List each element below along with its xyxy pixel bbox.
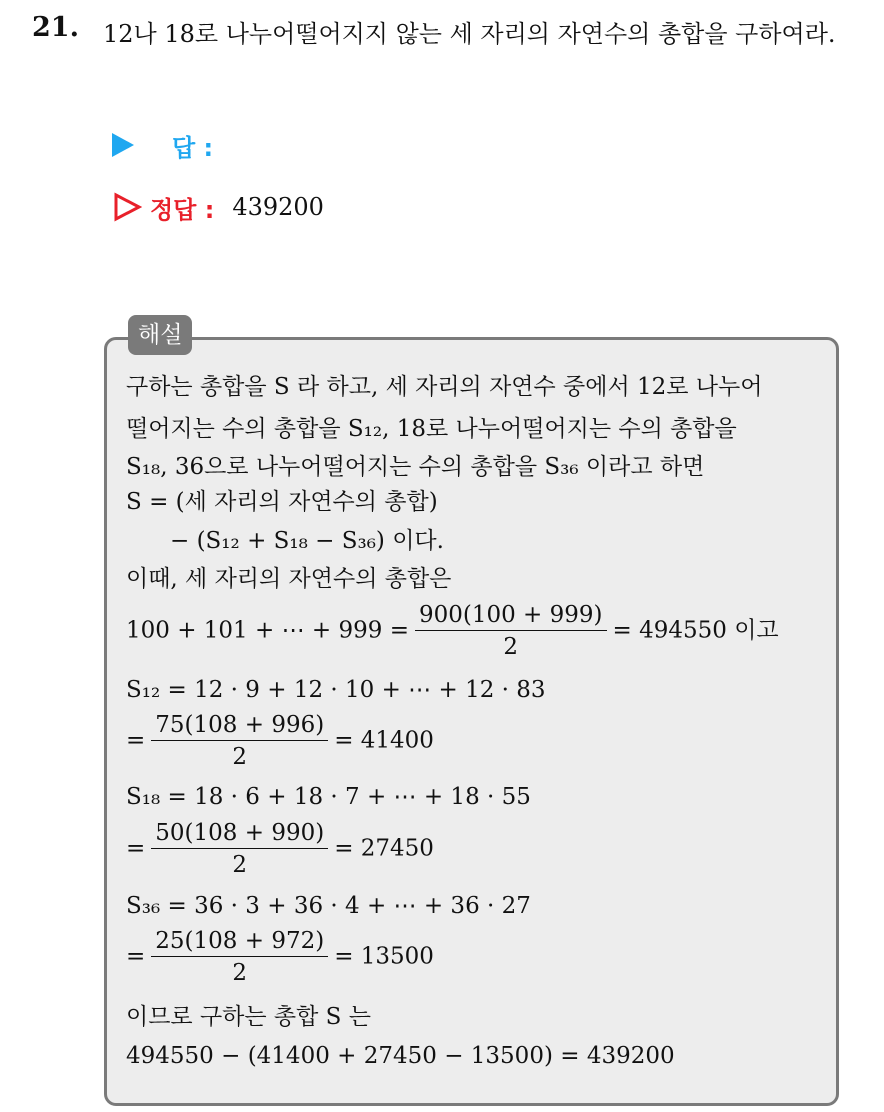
solution-line: 떨어지는 수의 총합을 S₁₂, 18로 나누어떨어지는 수의 총합을: [126, 416, 737, 442]
solution-line: S₁₈, 36으로 나누어떨어지는 수의 총합을 S₃₆ 이라고 하면: [126, 454, 705, 480]
solution-line: 494550 − (41400 + 27450 − 13500) = 439200: [126, 1043, 675, 1069]
solution-equation: [126, 930, 434, 985]
equation-rhs: = 27450: [334, 835, 434, 862]
fraction-denominator: 2: [232, 744, 248, 770]
equation-rhs: = 494550 이고: [612, 617, 779, 644]
problem-number: 21.: [32, 12, 79, 43]
fraction: [415, 604, 607, 659]
fraction-denominator: 2: [232, 960, 248, 986]
solution-tag: 해설: [128, 315, 192, 355]
solution-line: 이므로 구하는 총합 S 는: [126, 1004, 371, 1030]
problem-text: 12나 18로 나누어떨어지지 않는 세 자리의 자연수의 총합을 구하여라.: [103, 20, 836, 48]
fraction-numerator: 900(100 + 999): [415, 604, 607, 631]
solution-equation: [126, 822, 434, 877]
solution-line: S₃₆ = 36 · 3 + 36 · 4 + ⋯ + 36 · 27: [126, 893, 531, 919]
solution-equation: [126, 604, 779, 659]
equation-lhs: 100 + 101 + ⋯ + 999 =: [126, 617, 409, 644]
play-triangle-icon: [112, 133, 134, 157]
solution-line: − (S₁₂ + S₁₈ − S₃₆) 이다.: [170, 528, 444, 554]
solution-line: 구하는 총합을 S 라 하고, 세 자리의 자연수 중에서 12로 나누어: [126, 374, 763, 400]
solution-line: S₁₂ = 12 · 9 + 12 · 10 + ⋯ + 12 · 83: [126, 677, 546, 703]
fraction-numerator: 50(108 + 990): [151, 822, 328, 849]
answer-label: 답 :: [172, 133, 214, 162]
solution-line: S₁₈ = 18 · 6 + 18 · 7 + ⋯ + 18 · 55: [126, 784, 531, 810]
fraction: [151, 714, 328, 769]
correct-answer-label: 정답 :: [150, 195, 215, 224]
correct-answer-row: [112, 190, 324, 224]
outline-triangle-icon: [112, 192, 142, 222]
correct-answer-value: 439200: [232, 193, 324, 221]
solution-line: S = (세 자리의 자연수의 총합): [126, 489, 438, 515]
answer-row: [112, 128, 213, 162]
fraction: [151, 930, 328, 985]
fraction: [151, 822, 328, 877]
fraction-denominator: 2: [503, 634, 519, 660]
solution-line: 이때, 세 자리의 자연수의 총합은: [126, 566, 452, 592]
equation-rhs: = 13500: [334, 943, 434, 970]
fraction-numerator: 25(108 + 972): [151, 930, 328, 957]
equals-sign: =: [126, 835, 146, 862]
equals-sign: =: [126, 943, 146, 970]
fraction-denominator: 2: [232, 852, 248, 878]
fraction-numerator: 75(108 + 996): [151, 714, 328, 741]
solution-equation: [126, 714, 434, 769]
equals-sign: =: [126, 727, 146, 754]
equation-rhs: = 41400: [334, 727, 434, 754]
